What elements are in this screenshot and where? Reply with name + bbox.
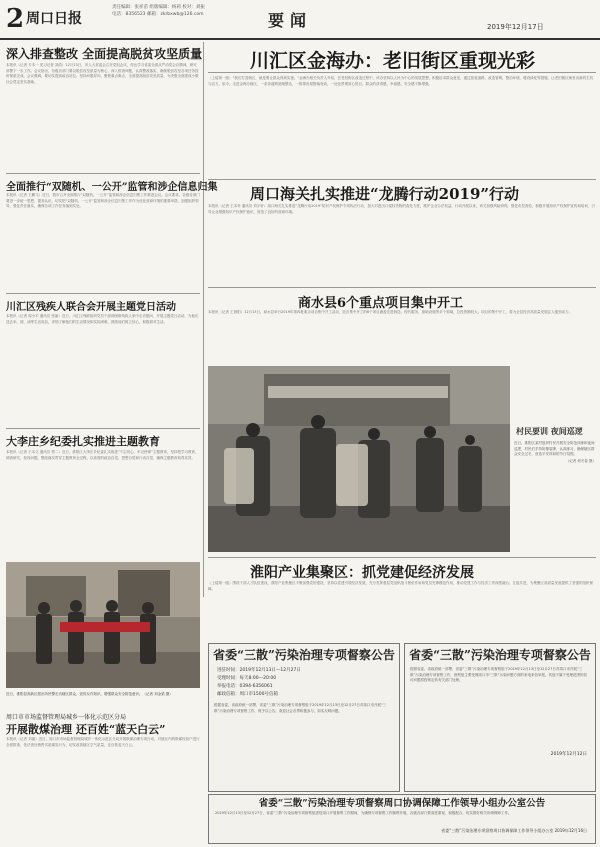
editor-line: 责任编辑：张祥苗 组版编辑：杨莉 校对：刘振 (112, 5, 205, 10)
announcement-right-body: 按照省委、省政府统一部署，省委“三散”污染治理专项督察组于2019年12月13日至12月27日对周口市开展“三散”污染治理专项督察工作，督察组主要受理周口市“三散”污染问题方面的来电来信举报，其他不属于受理范围的信访问题将按规定转有关部门处理。 (410, 667, 587, 682)
announcement-bottom-body: 2019年12月13日至12月27日，省委“三散”污染治理专项督察组进驻周口开展督察工作期间，为确保专项督察工作顺利开展，各级各部门要高度重视，积极配合，切实做好相关协调保障工作。 (215, 811, 512, 815)
separator (208, 72, 596, 73)
separator (6, 428, 200, 429)
column-divider (203, 42, 204, 597)
photo-caption-title: 村民要训 夜间巡逻 (516, 426, 583, 436)
announcement-right (404, 643, 596, 792)
separator (208, 557, 596, 558)
police-visit-photo (6, 562, 200, 688)
newspaper-name: 周口日报 (26, 11, 82, 27)
announcement-left-body: 根据省委、省政府统一部署，省委“三散”污染治理专项督察组于2019年12月13日至12月27日对周口市开展“三散”污染治理专项督察工作，现予以公告。欢迎社会各界积极参与，如实反映问题。 (214, 703, 387, 713)
left-article-1-title: 深入排查整改 全面提高脱贫攻坚质量 (6, 47, 203, 61)
fourth-article-body: （上接第一版）围绕干部人才队伍建设，淮阳产业集聚区不断加强党的建设，坚持以党建引领经济发展，充分发挥基层党组织战斗堡垒作用和党员先锋模范作用，推动党建工作与经济工作深度融合、互促共进，为集聚区高质量发展提供了坚强的组织保障。 (208, 581, 593, 591)
contact-line: 电话：8356523 邮箱：zkrbxwb@126.com (112, 12, 204, 17)
second-article-body: 本报讯（记者 王本朴 通讯员 刘宇轩）周口海关扎实推进“龙腾行动2019”知识产权保护专项执法行动，加大对进出口侵权货物的查处力度，维护企业合法权益。行动开展以来，该关加强风险研判，强化布控查验，积极开展知识产权保护宣传和培训，引导企业增强知识产权保护意识，营造了良好的营商环境。 (208, 204, 595, 214)
announcement-right-footer: 2019年12月12日 (550, 752, 587, 757)
fourth-article-title: 淮阳产业集聚区：抓党建促经济发展 (250, 565, 474, 581)
announcement-field: 举报电话：0394-6356061 (217, 684, 273, 689)
left-article-2-title: 全面推行“双随机、一公开”监管和涉企信息归集 (6, 182, 218, 193)
announcement-bottom (208, 794, 596, 844)
announcement-left-fields (209, 663, 399, 699)
bottom-left-article-body: 本报讯（记者 刘丽）近日，周口市市场监督管理局城乡一体化示范区分局开展散煤治理专项行动，对辖区内的散煤经营户进行全面排查，依法查处销售劣质煤炭行为，切实改善辖区空气质量，还百姓蓝天白云。 (6, 737, 200, 747)
photo-caption-credit: （记者 何冬春 摄） (565, 458, 596, 463)
left-article-4-title: 大李庄乡纪委扎实推进主题教育 (6, 435, 160, 448)
left-article-4-body: 本报讯（记者 王本义 通讯员 贾二）近日，淮阳区大李庄乡纪委扎实推进“不忘初心、牢记使命”主题教育，坚持把学习教育、调查研究、检视问题、整改落实贯穿主题教育全过程，以高度的政治自觉、思想自觉和行动自觉，确保主题教育取得实效。 (6, 450, 199, 460)
left-article-1-body: 本报讯（记者 专本一 见习记者 刘清）12月13日，市人大常委会召开党组会议，传达学习省委全面从严治党会议精神，研究部署下一步工作。会议指出，各级各部门要以脱贫攻坚质量为核心，深入排查问题，认真整改落实，确保脱贫攻坚各项任务按时保质完成。会议强调，要切实提高政治站位，坚持问题导向，聚焦重点难点，全面提高脱贫攻坚质量，为决胜全面建成小康社会奠定坚实基础。 (6, 63, 199, 84)
announcement-left (208, 643, 400, 792)
announcement-right-title: 省委“三散”污染治理专项督察公告 (409, 648, 591, 662)
bottom-left-article-title: 开展散煤治理 还百姓“蓝天白云” (6, 723, 166, 736)
announcement-field: 邮政信箱：周口市1500号信箱 (217, 692, 278, 697)
main-article-body: （上接第一版）“我们打造街区，就是要让群众得到实惠。”金海办相关负责人介绍，在老旧街区改造过程中，该办坚持以人民为中心的发展思想，积极征求群众意见，通过拓宽道路、改造管网、整治环境、增设绿化等措施，让老旧街区焕发出新的生机与活力。如今，走进金海办辖区，一条条道路宽敞整洁，一排排房屋错落有致，一处处景观赏心悦目，群众的获得感、幸福感、安全感不断增强。 (208, 76, 594, 86)
page-number: 2 (6, 4, 25, 34)
third-article-body: 本报讯（记者 王晨阳）12月13日，商水县举行2019年第四批重点项目集中开工活动，此次集中开工的6个项目涵盖先进制造、现代服务、基础设施等多个领域，总投资额较大。项目的集中开工，将为全县经济高质量发展注入强劲动力。 (208, 310, 573, 314)
announcement-field: 进驻时间：2019年12月13日—12月27日 (217, 668, 301, 673)
left-article-3-body: 本报讯（记者 周小平 通讯员 张丽）近日，川汇区残联组织党员干部到困难残疾人家中走访慰问，开展主题党日活动，为他们送去米、面、油等生活用品，详细了解他们的生活情况和实际困难，鼓励他们树立信心，积极面对生活。 (6, 314, 199, 324)
police-visit-illustration (6, 562, 200, 688)
village-patrol-illustration (208, 366, 510, 552)
separator (6, 173, 200, 174)
photo-caption-block (514, 366, 596, 552)
main-article-title: 川汇区金海办：老旧街区重现光彩 (250, 50, 536, 72)
issue-date: 2019年12月17日 (487, 23, 544, 31)
announcement-field: 受理时间：每天8:00—20:00 (217, 676, 277, 681)
photo-caption-body: 近日，淮阳区某村组织村民开展安全防范训练和夜间巡逻，村民们手持防暴盾牌，认真练习，确保辖区群众安全过冬，营造平安祥和的节日氛围。 (514, 441, 595, 456)
bottom-left-kicker: 周口市市场监督管理局城乡一体化示范区分局 (6, 714, 127, 721)
masthead (0, 0, 600, 40)
separator (208, 287, 596, 288)
left-article-2-body: 本报讯（记者 王鹏飞）近日，我市召开全面推行“双随机、一公开”监管和涉企信息归集工作推进会议。会议要求，各级各部门要进一步统一思想，提高认识，切实把“双随机、一公开”监管和涉企信息归集工作作为优化营商环境的重要举措，加强组织领导，强化责任落实，确保各项工作任务落到实处。 (6, 193, 200, 208)
left-article-3-title: 川汇区残疾人联合会开展主题党日活动 (6, 302, 176, 313)
second-article-title: 周口海关扎实推进“龙腾行动2019”行动 (250, 185, 520, 203)
announcement-bottom-title: 省委“三散”污染治理专项督察周口协调保障工作领导小组办公室公告 (258, 798, 546, 809)
separator (208, 179, 596, 180)
third-article-title: 商水县6个重点项目集中开工 (298, 296, 464, 311)
section-title: 要闻 (268, 11, 313, 30)
announcement-bottom-footer: 省委“三散”污染治理专项督察周口协调保障工作领导小组办公室 2019年12月16日 (441, 828, 587, 833)
left-photo-caption: 近日，淮阳县高新区派出所民警走访辖区群众，宣传反诈知识，增强群众安全防范意识。（记者 刘金梁 摄） (6, 692, 173, 696)
village-patrol-photo (208, 366, 510, 552)
separator (6, 293, 200, 294)
masthead-meta (112, 4, 205, 18)
announcement-left-title: 省委“三散”污染治理专项督察公告 (213, 648, 395, 662)
